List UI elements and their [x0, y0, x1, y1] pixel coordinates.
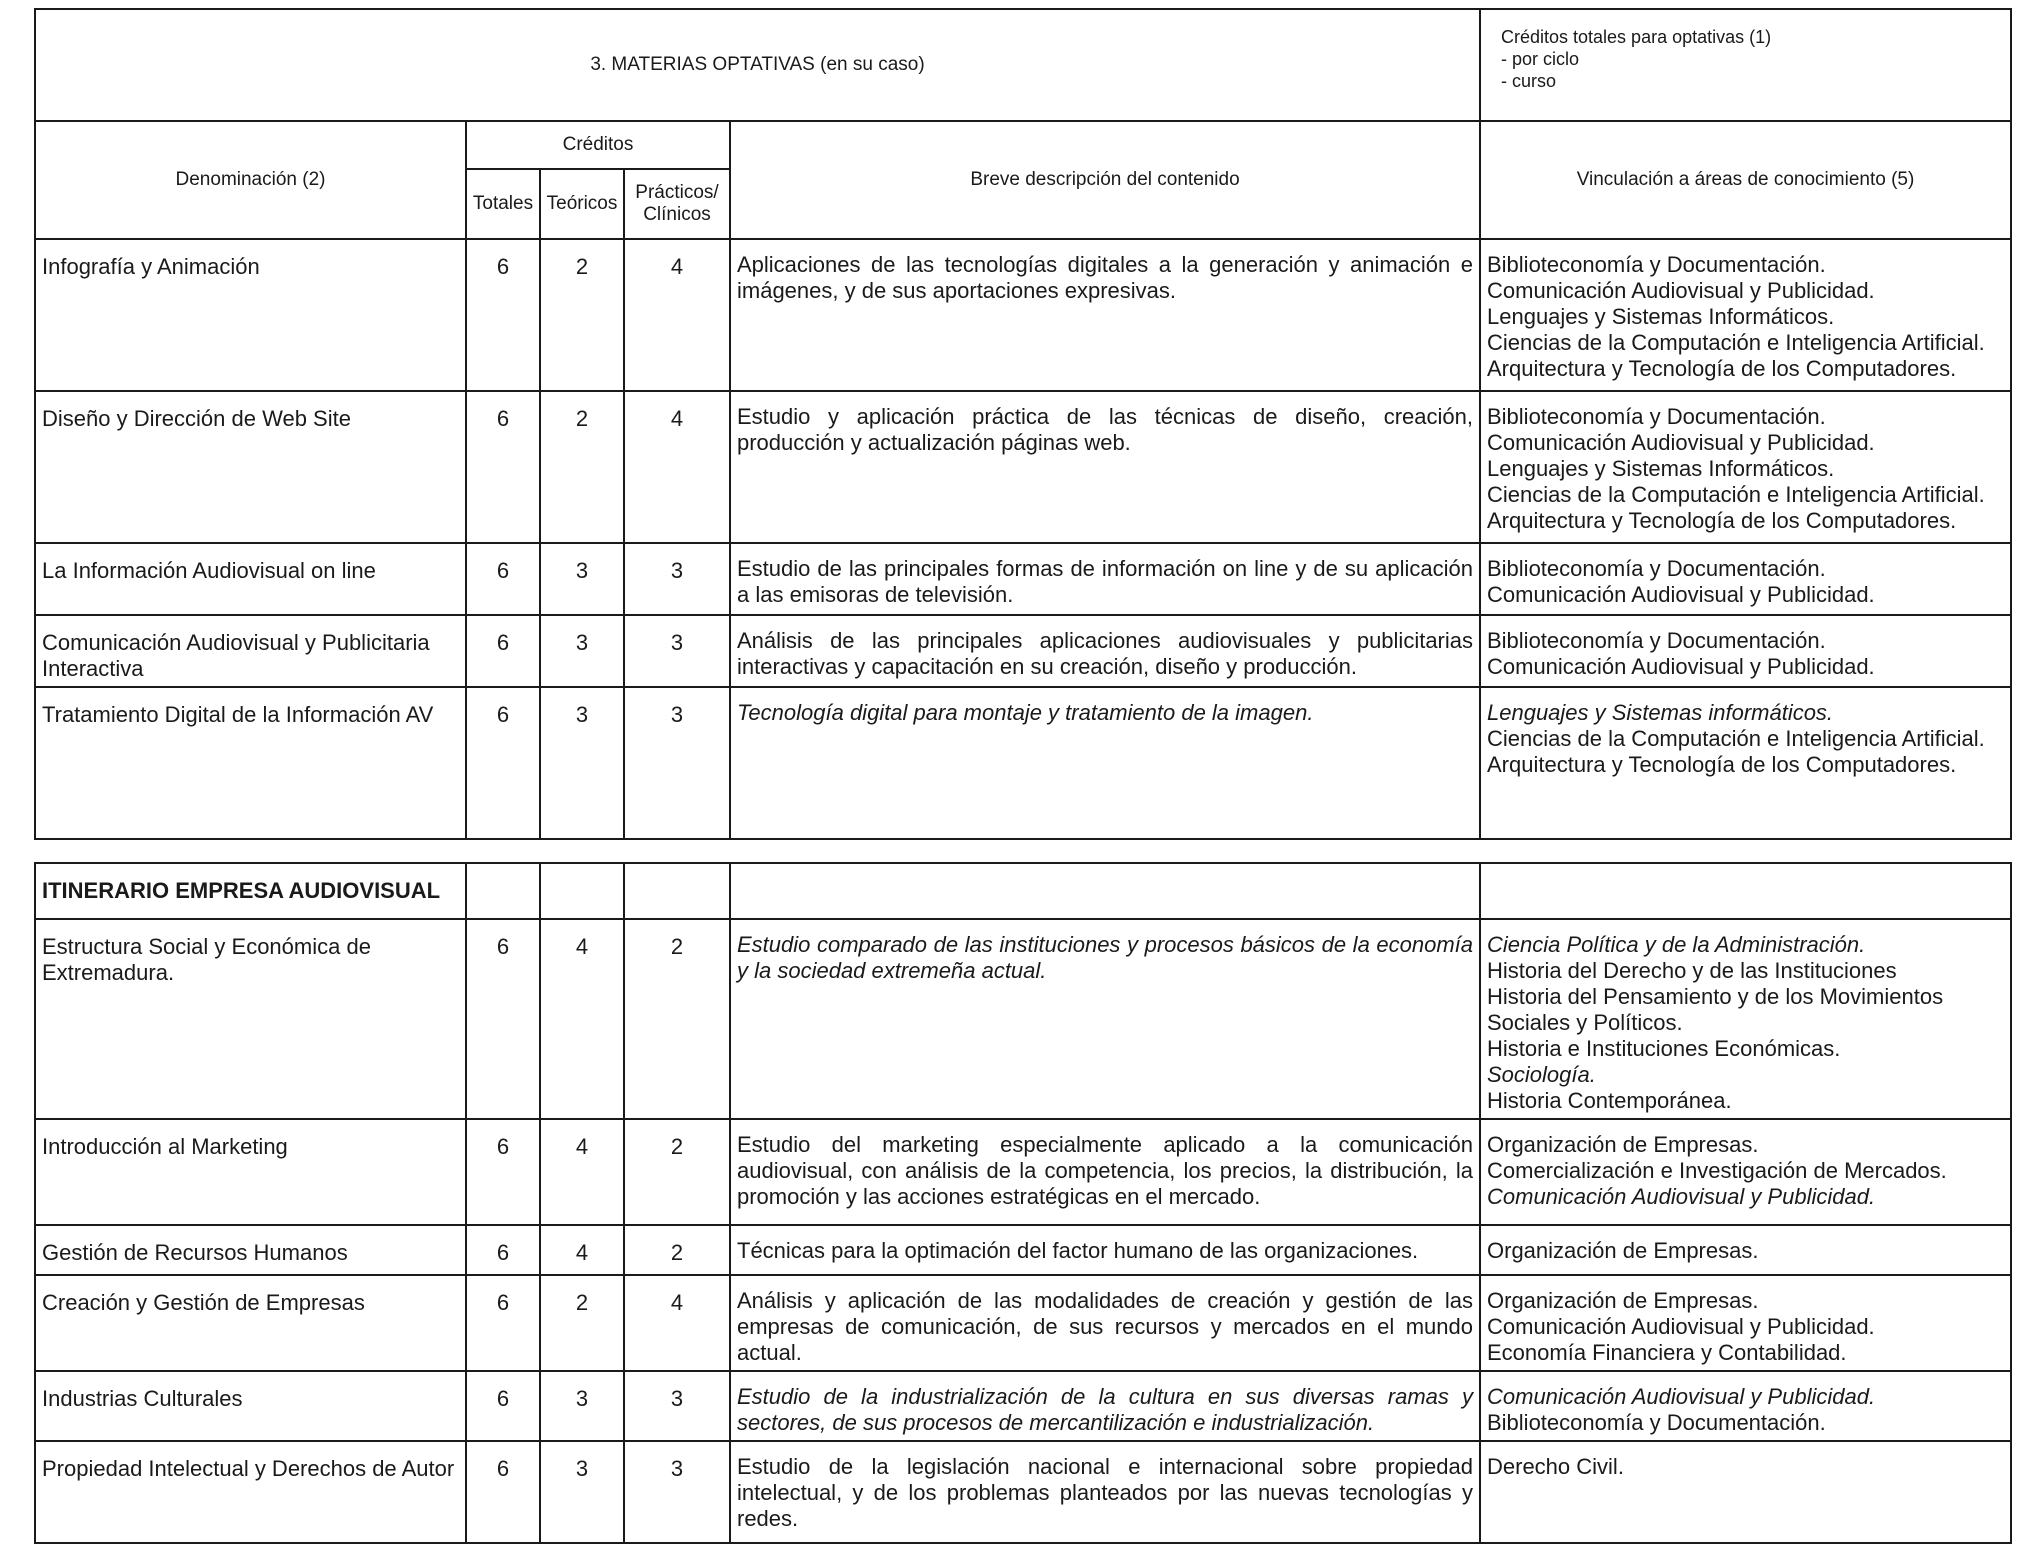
subject-name: Introducción al Marketing — [35, 1119, 466, 1225]
credits-practicos: 4 — [624, 391, 730, 543]
table-row — [35, 1441, 2011, 1543]
knowledge-area-item: Organización de Empresas. — [1487, 1288, 1759, 1313]
knowledge-area-item: Sociales y Políticos. — [1487, 1010, 1683, 1035]
col-header-creditos: Créditos — [466, 121, 730, 169]
subject-name: Infografía y Animación — [35, 239, 466, 391]
knowledge-area-item: Comunicación Audiovisual y Publicidad. — [1487, 1184, 1876, 1209]
credits-teoricos: 2 — [540, 391, 624, 543]
credits-practicos: 4 — [624, 239, 730, 391]
credits-practicos: 3 — [624, 543, 730, 615]
knowledge-area-item: Comercialización e Investigación de Mercados. — [1487, 1158, 1947, 1183]
credits-teoricos: 4 — [540, 1225, 624, 1275]
knowledge-area-item: Arquitectura y Tecnología de los Computadores. — [1487, 752, 1957, 777]
section-title: ITINERARIO EMPRESA AUDIOVISUAL — [35, 863, 466, 919]
credits-totales: 6 — [466, 1225, 540, 1275]
knowledge-area-item: Ciencias de la Computación e Inteligencia Artificial. — [1487, 330, 1985, 355]
credits-practicos: 2 — [624, 1225, 730, 1275]
rows-group-b — [35, 919, 2011, 1543]
knowledge-area-item: Historia del Pensamiento y de los Movimientos — [1487, 984, 1944, 1009]
credits-practicos: 3 — [624, 1441, 730, 1543]
knowledge-areas — [1480, 919, 2011, 1119]
col-header-practicos: Prácticos/ Clínicos — [624, 169, 730, 239]
col-header-teoricos: Teóricos — [540, 169, 624, 239]
subject-description: Estudio y aplicación práctica de las técnicas de diseño, creación, producción y actualización páginas web. — [730, 391, 1480, 543]
subject-name: Gestión de Recursos Humanos — [35, 1225, 466, 1275]
subject-name: Tratamiento Digital de la Información AV — [35, 687, 466, 839]
subject-name: La Información Audiovisual on line — [35, 543, 466, 615]
subject-description: Estudio comparado de las instituciones y procesos básicos de la economía y la sociedad extremeña actual. — [730, 919, 1480, 1119]
subject-description: Análisis de las principales aplicaciones audiovisuales y publicitarias interactivas y capacitación en su creación, diseño y producción. — [730, 615, 1480, 687]
knowledge-area-item: Biblioteconomía y Documentación. — [1487, 404, 1826, 429]
credits-teoricos: 3 — [540, 687, 624, 839]
credits-teoricos: 3 — [540, 1441, 624, 1543]
knowledge-areas — [1480, 615, 2011, 687]
col-header-totales: Totales — [466, 169, 540, 239]
table-row — [35, 919, 2011, 1119]
table-row — [35, 1371, 2011, 1441]
subject-name: Industrias Culturales — [35, 1371, 466, 1441]
subject-name: Creación y Gestión de Empresas — [35, 1275, 466, 1371]
credits-teoricos: 3 — [540, 1371, 624, 1441]
gap-row — [35, 839, 2011, 863]
credits-teoricos: 3 — [540, 543, 624, 615]
credits-totales: 6 — [466, 1119, 540, 1225]
knowledge-areas — [1480, 687, 2011, 839]
knowledge-area-item: Biblioteconomía y Documentación. — [1487, 556, 1826, 581]
table-row — [35, 687, 2011, 839]
credits-totales: 6 — [466, 239, 540, 391]
knowledge-areas — [1480, 239, 2011, 391]
knowledge-area-item: Lenguajes y Sistemas Informáticos. — [1487, 456, 1835, 481]
knowledge-area-item: Comunicación Audiovisual y Publicidad. — [1487, 430, 1875, 455]
knowledge-areas — [1480, 391, 2011, 543]
credits-totales: 6 — [466, 391, 540, 543]
knowledge-area-item: Biblioteconomía y Documentación. — [1487, 628, 1826, 653]
section-row — [35, 863, 2011, 919]
knowledge-area-item: Ciencia Política y de la Administración. — [1487, 932, 1866, 957]
subject-description: Análisis y aplicación de las modalidades de creación y gestión de las empresas de comunicación, de sus recursos y mercados en el mundo actual. — [730, 1275, 1480, 1371]
subject-name: Comunicación Audiovisual y Publicitaria Interactiva — [35, 615, 466, 687]
knowledge-areas — [1480, 543, 2011, 615]
credits-teoricos: 3 — [540, 615, 624, 687]
table-row — [35, 1225, 2011, 1275]
knowledge-area-item: Comunicación Audiovisual y Publicidad. — [1487, 1314, 1875, 1339]
subject-description: Estudio del marketing especialmente aplicado a la comunicación audiovisual, con análisis de la competencia, los precios, la distribución, la promoción y las acciones estratégicas en el mercado. — [730, 1119, 1480, 1225]
credits-totales: 6 — [466, 1275, 540, 1371]
subject-description: Aplicaciones de las tecnologías digitales a la generación y animación e imágenes, y de sus aportaciones expresivas. — [730, 239, 1480, 391]
knowledge-area-item: Biblioteconomía y Documentación. — [1487, 1410, 1826, 1435]
credits-totales: 6 — [466, 1371, 540, 1441]
knowledge-areas — [1480, 1441, 2011, 1543]
credits-practicos: 2 — [624, 919, 730, 1119]
subject-description: Estudio de las principales formas de información on line y de su aplicación a las emisoras de televisión. — [730, 543, 1480, 615]
knowledge-area-item: Lenguajes y Sistemas Informáticos. — [1487, 304, 1835, 329]
knowledge-area-item: Comunicación Audiovisual y Publicidad. — [1487, 1384, 1876, 1409]
credits-totales: 6 — [466, 1441, 540, 1543]
knowledge-areas — [1480, 1225, 2011, 1275]
credits-info-line: Créditos totales para optativas (1) — [1501, 27, 1772, 47]
subject-description: Técnicas para la optimación del factor humano de las organizaciones. — [730, 1225, 1480, 1275]
title-row — [35, 9, 2011, 121]
credits-practicos: 4 — [624, 1275, 730, 1371]
table-row — [35, 543, 2011, 615]
knowledge-area-item: Organización de Empresas. — [1487, 1132, 1759, 1157]
subject-description: Tecnología digital para montaje y tratamiento de la imagen. — [730, 687, 1480, 839]
credits-teoricos: 4 — [540, 919, 624, 1119]
col-header-descripcion: Breve descripción del contenido — [730, 121, 1480, 239]
credits-totales: 6 — [466, 919, 540, 1119]
credits-practicos: 3 — [624, 687, 730, 839]
knowledge-area-item: Comunicación Audiovisual y Publicidad. — [1487, 582, 1875, 607]
knowledge-area-item: Historia e Instituciones Económicas. — [1487, 1036, 1841, 1061]
credits-teoricos: 2 — [540, 239, 624, 391]
knowledge-areas — [1480, 1275, 2011, 1371]
subject-name: Estructura Social y Económica de Extremadura. — [35, 919, 466, 1119]
table-row — [35, 615, 2011, 687]
document-sheet — [34, 8, 2010, 1544]
knowledge-areas — [1480, 1119, 2011, 1225]
knowledge-area-item: Ciencias de la Computación e Inteligencia Artificial. — [1487, 726, 1985, 751]
knowledge-area-item: Arquitectura y Tecnología de los Computadores. — [1487, 508, 1957, 533]
credits-practicos: 2 — [624, 1119, 730, 1225]
subject-name: Diseño y Dirección de Web Site — [35, 391, 466, 543]
subject-description: Estudio de la industrialización de la cultura en sus diversas ramas y sectores, de sus procesos de mercantilización e industrialización. — [730, 1371, 1480, 1441]
credits-info — [1480, 9, 2011, 121]
knowledge-area-item: Lenguajes y Sistemas informáticos. — [1487, 700, 1834, 725]
credits-practicos: 3 — [624, 1371, 730, 1441]
knowledge-area-item: Comunicación Audiovisual y Publicidad. — [1487, 654, 1875, 679]
knowledge-area-item: Arquitectura y Tecnología de los Computadores. — [1487, 356, 1957, 381]
knowledge-area-item: Historia Contemporánea. — [1487, 1088, 1732, 1113]
courses-table — [34, 8, 2012, 1544]
knowledge-area-item: Economía Financiera y Contabilidad. — [1487, 1340, 1847, 1365]
header-row — [35, 121, 2011, 169]
knowledge-area-item: Biblioteconomía y Documentación. — [1487, 252, 1826, 277]
credits-teoricos: 4 — [540, 1119, 624, 1225]
credits-practicos: 3 — [624, 615, 730, 687]
credits-teoricos: 2 — [540, 1275, 624, 1371]
knowledge-areas — [1480, 1371, 2011, 1441]
subject-description: Estudio de la legislación nacional e internacional sobre propiedad intelectual, y de los problemas planteados por las nuevas tecnologías y redes. — [730, 1441, 1480, 1543]
knowledge-area-item: Ciencias de la Computación e Inteligencia Artificial. — [1487, 482, 1985, 507]
table-row — [35, 1119, 2011, 1225]
knowledge-area-item: Sociología. — [1487, 1062, 1596, 1087]
credits-totales: 6 — [466, 543, 540, 615]
subject-name: Propiedad Intelectual y Derechos de Autor — [35, 1441, 466, 1543]
credits-info-line: - curso — [1501, 71, 1557, 91]
credits-totales: 6 — [466, 615, 540, 687]
table-row — [35, 239, 2011, 391]
knowledge-area-item: Historia del Derecho y de las Instituciones — [1487, 958, 1897, 983]
col-header-denominacion: Denominación (2) — [35, 121, 466, 239]
col-header-vinculacion: Vinculación a áreas de conocimiento (5) — [1480, 121, 2011, 239]
knowledge-area-item: Organización de Empresas. — [1487, 1238, 1759, 1263]
credits-info-line: - por ciclo — [1501, 49, 1580, 69]
page-title: 3. MATERIAS OPTATIVAS (en su caso) — [35, 9, 1480, 121]
credits-totales: 6 — [466, 687, 540, 839]
rows-group-a — [35, 239, 2011, 839]
knowledge-area-item: Comunicación Audiovisual y Publicidad. — [1487, 278, 1875, 303]
table-row — [35, 1275, 2011, 1371]
table-row — [35, 391, 2011, 543]
knowledge-area-item: Derecho Civil. — [1487, 1454, 1624, 1479]
